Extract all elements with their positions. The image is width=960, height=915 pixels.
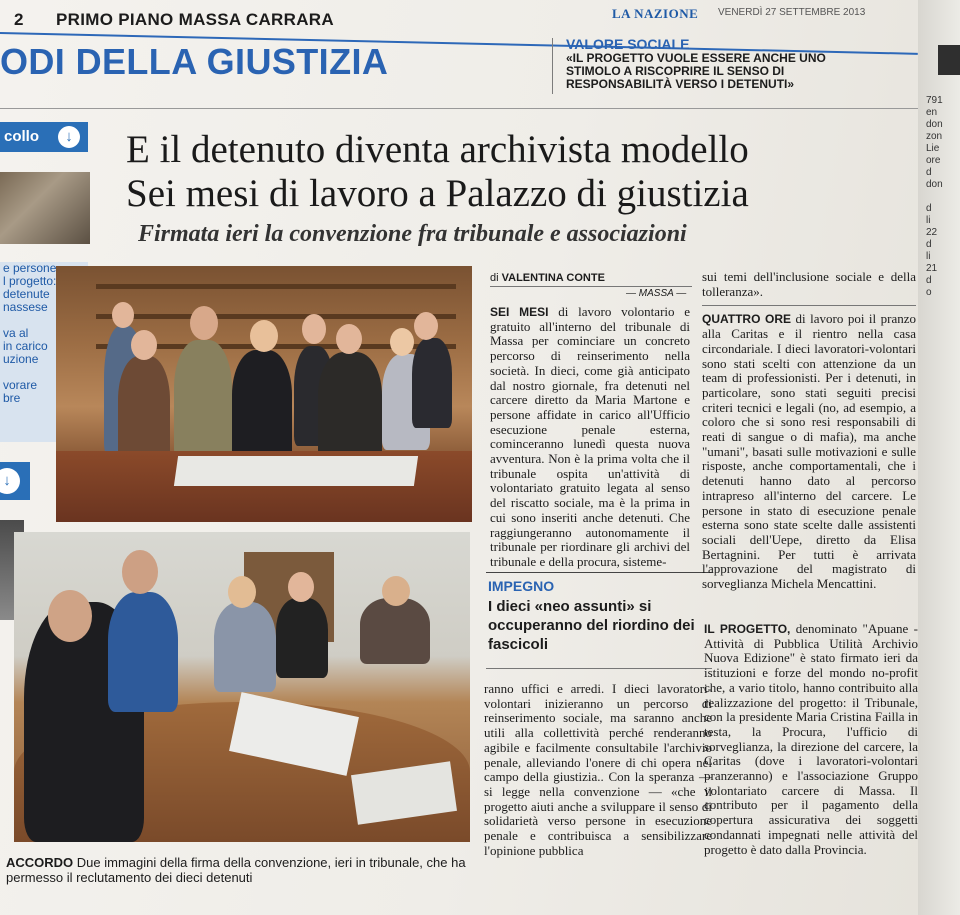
person-head (390, 328, 414, 356)
byline-name: VALENTINA CONTE (501, 272, 605, 284)
col2-top-text: sui temi dell'inclusione sociale e della tolleranza». (702, 269, 916, 299)
sidebar-tab-label: collo (4, 128, 40, 145)
newspaper-brand: LA NAZIONE (612, 6, 699, 21)
arrow-down-icon: ↓ (0, 468, 20, 494)
sidebar-box-line: l progetto: (3, 274, 57, 288)
sidebar-box-line: uzione (3, 352, 39, 366)
person-head (228, 576, 256, 608)
byline-rule (490, 286, 692, 287)
sidebar-arrow (0, 462, 30, 500)
sidebar-photo (0, 172, 90, 244)
section-kicker: ODI DELLA GIUSTIZIA (0, 41, 389, 82)
adjacent-page-text: 791 en don zon Lie ore d don d li 22 d li 21 d o (926, 95, 943, 298)
impegno-kicker: IMPEGNO (488, 578, 555, 594)
band-rule (0, 108, 918, 109)
photo-signing-group (56, 266, 472, 522)
col3-lead: IL PROGETTO, (704, 622, 791, 636)
person (214, 602, 276, 692)
impegno-rule (486, 572, 712, 573)
sidebar-box-line: bre (3, 391, 21, 405)
section-title: PRIMO PIANO MASSA CARRARA (56, 10, 334, 29)
person-head (414, 312, 438, 340)
person (108, 592, 178, 712)
valore-sociale-title: VALORE SOCIALE (566, 36, 690, 52)
person (276, 598, 328, 678)
person-head (48, 590, 92, 642)
person (174, 340, 232, 460)
valore-sociale-quote: «IL PROGETTO VUOLE ESSERE ANCHE UNO STIMOLO A RISCOPRIRE IL SENSO DI RESPONSABILITÀ VERSO I DETENUTI» (566, 51, 826, 91)
adjacent-page (918, 0, 960, 915)
shelf (96, 314, 456, 319)
article-column-1 (490, 305, 690, 576)
person-head (288, 572, 314, 602)
person-head (122, 550, 158, 594)
byline-prefix: di (490, 272, 499, 284)
headline-line-2: Sei mesi di lavoro a Palazzo di giustizia (126, 172, 749, 215)
adjacent-page-strip (938, 45, 960, 75)
col2-rule (702, 305, 916, 306)
col1-continued-text: ranno uffici e arredi. I dieci lavoratori-volontari inizieranno un percorso di reinserimento sociale, ma saranno anche utili alla collettività perché renderanno agibile e facilmente consultabile l'archivio penale, alleviando l'onere di chi opera nel campo della giustizia.. Con la speranza — si legge nella convenzione — «che il progetto aiuti anche a sviluppare il senso di solidarietà verso persone in esecuzione penale e contribuisca a sensibilizzare l'opinione pubblica (484, 681, 712, 858)
headline (126, 128, 896, 216)
subheadline: Firmata ieri la convenzione fra tribunale e associazioni (138, 221, 687, 247)
person (360, 598, 430, 664)
documents-on-table (174, 456, 418, 486)
person-head (336, 324, 362, 354)
sidebar-box-line: vorare (3, 378, 38, 392)
sidebar-box-line: in carico (3, 339, 48, 353)
person-head (382, 576, 410, 606)
sidebar-box-line: va al (3, 326, 29, 340)
caption-lead: ACCORDO (6, 855, 74, 870)
impegno-text: I dieci «neo assunti» si occuperanno del riordino dei fascicoli (488, 598, 695, 653)
kicker-divider (552, 38, 553, 94)
col3-text: denominato "Apuane - Attività di Pubblica Utilità Archivio Nuova Edizione" è stato firmato ieri da istituzioni e forze del mondo no-profit che, a vario titolo, hanno contribuito alla realizzazione del progetto: il Tribunale, con la presidente Maria Cristina Failla in testa, la Procura, l'ufficio di sorveglianza, la direzione del carcere, la Caritas (dove i lavoratori-volontari pranzeranno) e l'associazione Gruppo volontariato carcere di Massa. Il contributo per il pagamento della copertura assicurativa dei soggetti condannati impegnati nelle attività del progetto è dato dalla Provincia. (704, 621, 918, 857)
article-column-2 (702, 270, 916, 598)
sidebar-box-line: e persone (3, 261, 57, 275)
dateline: — MASSA — (626, 288, 687, 299)
impegno-bottom-rule (486, 668, 712, 669)
person-head (190, 306, 218, 340)
person-head (250, 320, 278, 352)
article-column-3 (704, 622, 918, 863)
person (318, 352, 382, 460)
sidebar-box-line: detenute (3, 287, 50, 301)
person (412, 338, 452, 428)
person (118, 356, 170, 466)
col1-text: di lavoro volontario e gratuito all'interno del tribunale di Massa per cominciare un concreto percorso di reinserimento nella società. In dieci, come già anticipato dal nostro giornale, fra detenuti nel carcere diretto da Maria Martone e persone affidate in carico all'Ufficio esecuzione penale esterna, cominceranno lunedì questa nuova avventura. Non è la prima volta che il tribunale ospita un'attività di volontariato gratuito legata al senso del riscatto sociale, ma è la prima in cui sono inseriti anche detenuti. Che raggiungeranno autonomamente il tribunale per riordinare gli archivi del tribunale e della procura, sisteme- (490, 304, 691, 569)
person-head (112, 302, 134, 328)
arrow-down-circle-icon: ↓ (58, 126, 80, 148)
person-head (302, 314, 326, 344)
headline-line-1: E il detenuto diventa archivista modello (126, 128, 749, 171)
sidebar-tab (0, 122, 88, 152)
shelf (96, 284, 456, 289)
sidebar-box-line: nassese (3, 300, 48, 314)
person-head (131, 330, 157, 360)
photo-caption (6, 855, 476, 885)
caption-text: Due immagini della firma della convenzione, ieri in tribunale, che ha permesso il reclutamento dei dieci detenuti (6, 855, 466, 885)
col2-lead: QUATTRO ORE (702, 312, 792, 327)
byline (490, 272, 605, 284)
col1-lead: SEI MESI (490, 305, 549, 319)
page-number: 2 (14, 10, 24, 29)
article-column-1-continued (484, 682, 712, 864)
col2-text: di lavoro poi il pranzo alla Caritas e il rientro nella casa circondariale. I dieci lavoratori-volontari sono stati scelti con attenzione da un team di professionisti. Per i detenuti, in particolare, sono stati seguiti precisi criteri tecnici e legali (no, ad esempio, a coloro che si sono resi responsabili di reati di sangue o di mafia), ma anche "umani", basati sulle motivazioni e sulle risposte, anche comportamentali, che i detenuti hanno dato al percorso intrapreso all'interno del carcere. Le persone in stato di esecuzione penale esterna sono state scelte dalle assistenti sociali dell'Uepe, diretto da Elisa Bertagnini. Per tutti è arrivata l'approvazione del magistrato di sorveglianza Michela Mencattini. (702, 311, 917, 592)
issue-date: VENERDÌ 27 SETTEMBRE 2013 (718, 7, 866, 18)
photo-signing-table (14, 532, 470, 842)
person (232, 350, 292, 462)
